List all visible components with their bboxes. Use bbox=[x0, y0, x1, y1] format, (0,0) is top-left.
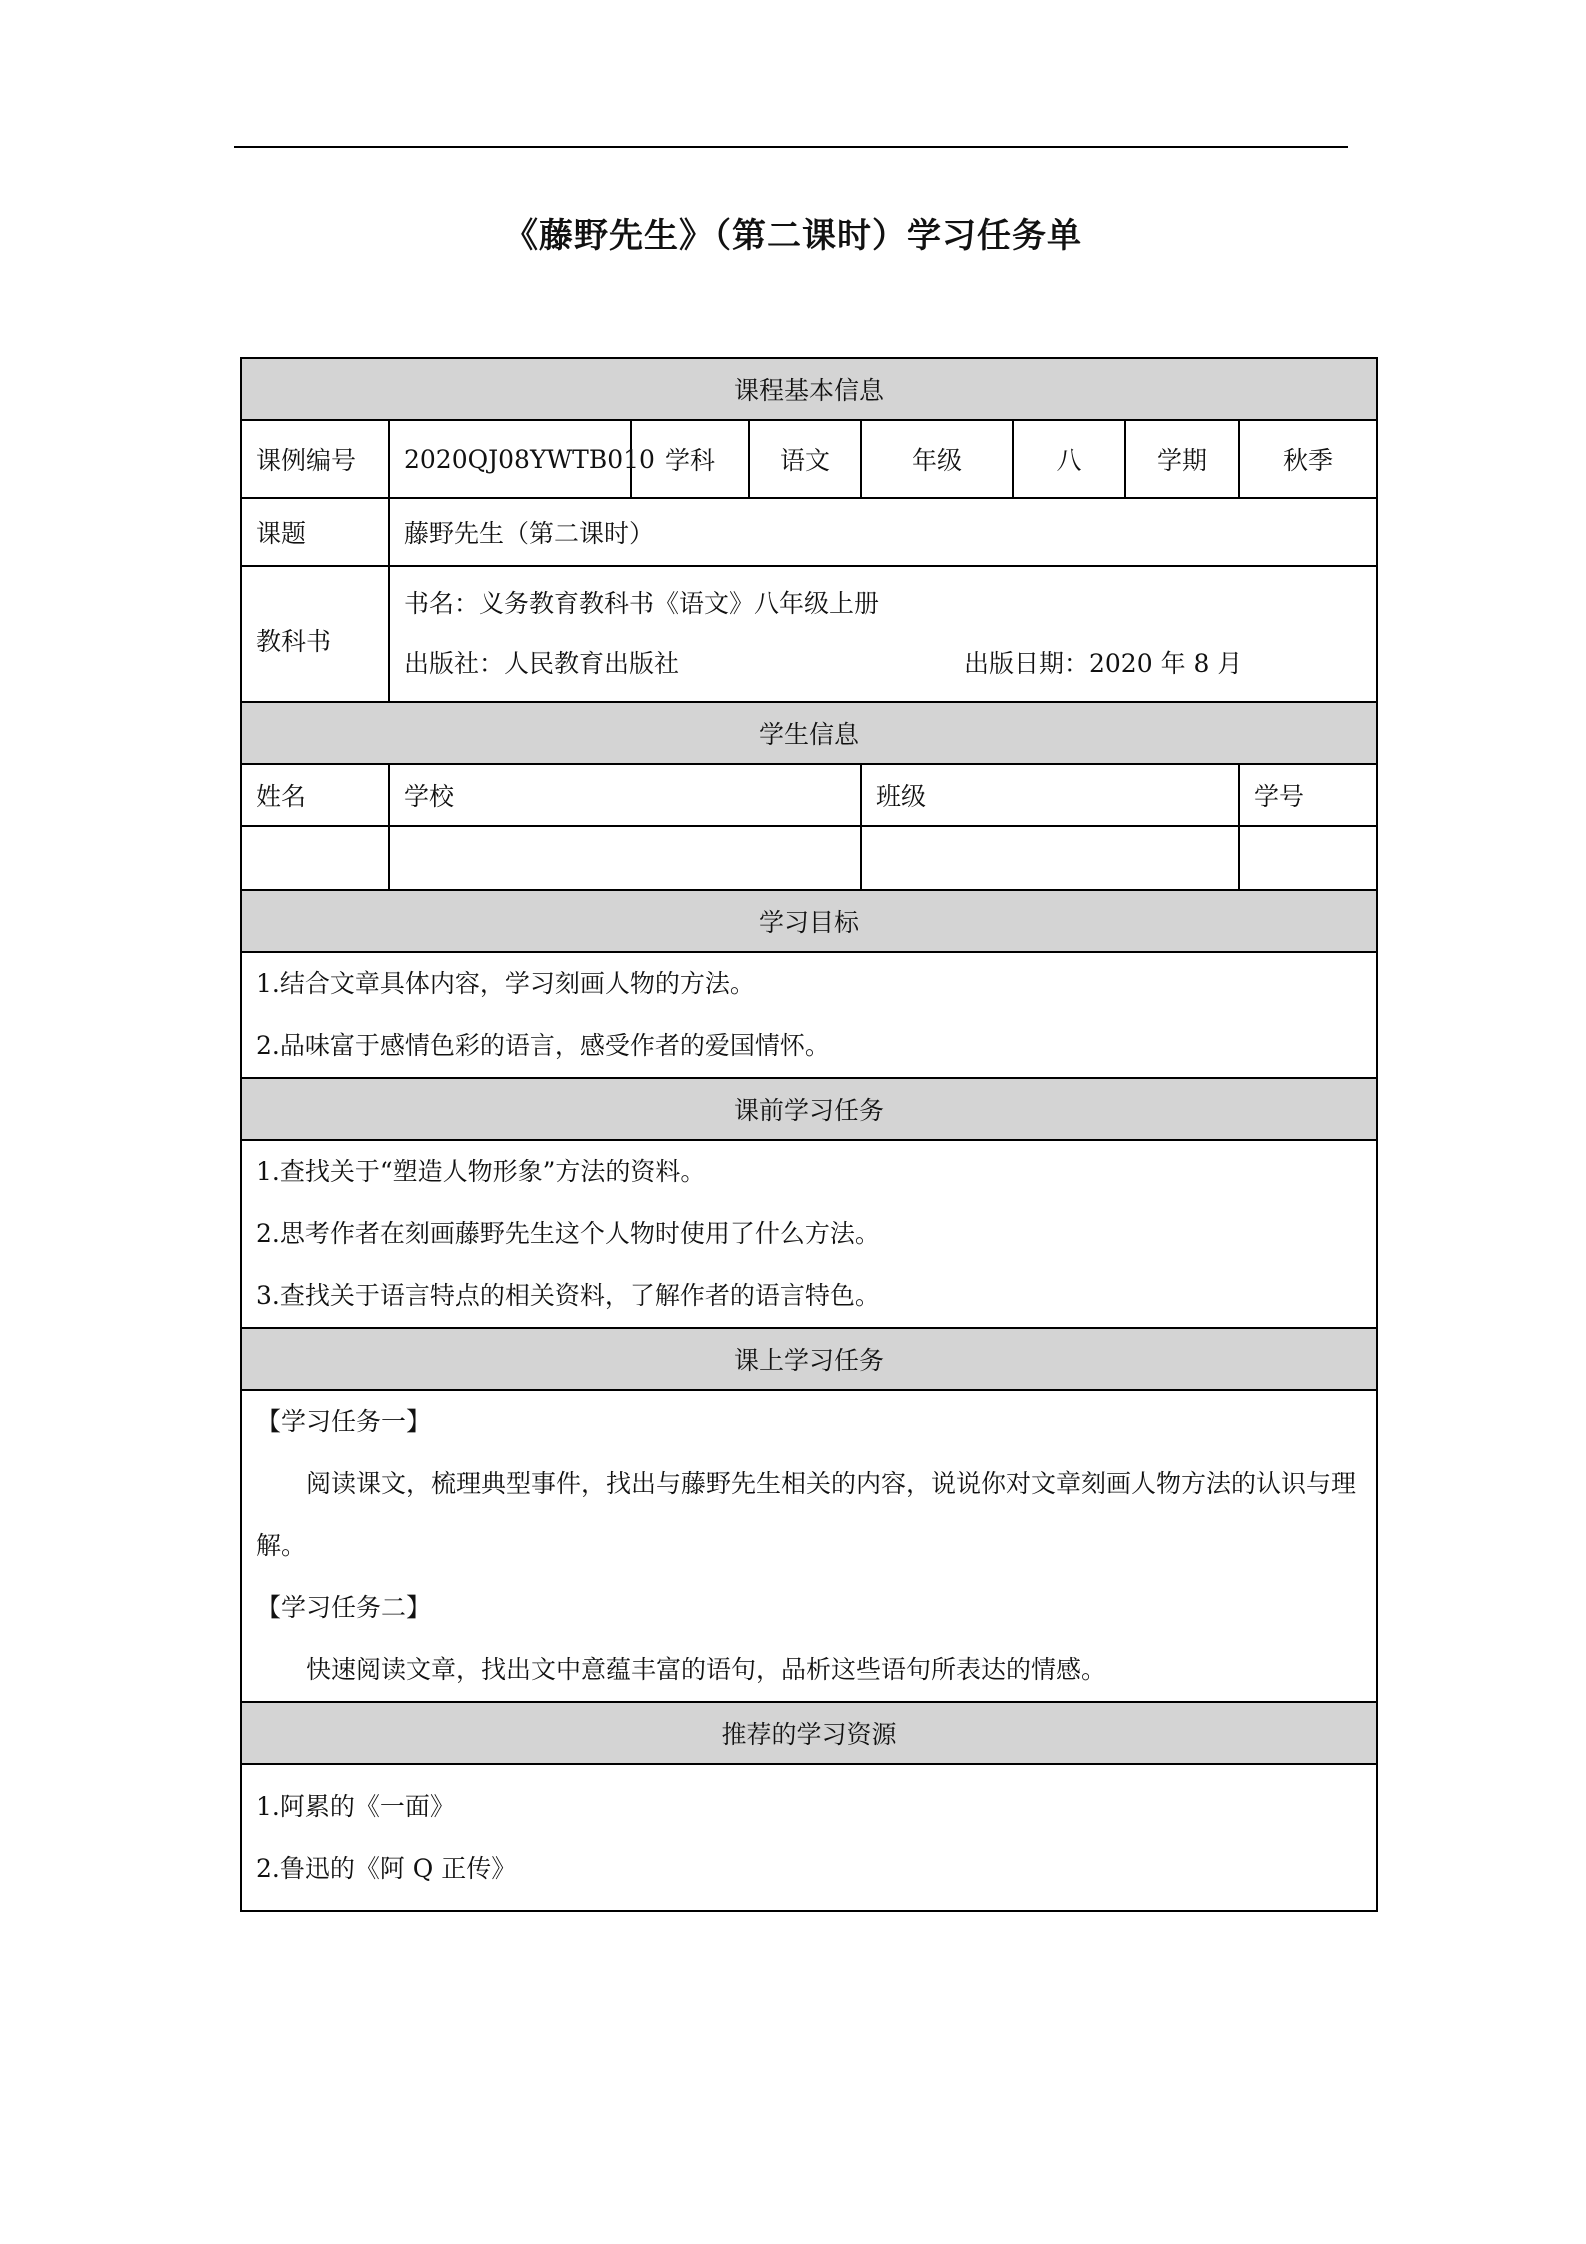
task-two-title: 【学习任务二】 bbox=[256, 1593, 432, 1622]
class-field[interactable] bbox=[861, 826, 1239, 890]
in-class-tasks bbox=[241, 1390, 1377, 1702]
resource-item: 2.鲁迅的《阿 Q 正传》 bbox=[256, 1853, 517, 1883]
task-two-body: 快速阅读文章，找出文中意蕴丰富的语句，品析这些语句所表达的情感。 bbox=[306, 1655, 1107, 1684]
term-value: 秋季 bbox=[1239, 420, 1377, 498]
school-label: 学校 bbox=[389, 764, 861, 826]
recommended-resources bbox=[241, 1764, 1377, 1911]
school-field[interactable] bbox=[389, 826, 861, 890]
subject-label: 学科 bbox=[631, 420, 749, 498]
section-resources: 推荐的学习资源 bbox=[241, 1702, 1377, 1764]
class-label: 班级 bbox=[861, 764, 1239, 826]
pre-task-item: 2.思考作者在刻画藤野先生这个人物时使用了什么方法。 bbox=[256, 1219, 880, 1248]
textbook-label: 教科书 bbox=[241, 566, 389, 702]
topic-value: 藤野先生（第二课时） bbox=[389, 498, 1377, 566]
pre-class-tasks bbox=[241, 1140, 1377, 1328]
header-rule bbox=[234, 146, 1348, 148]
case-number-value: 2020QJ08YWTB010 bbox=[389, 420, 631, 498]
case-number-label: 课例编号 bbox=[241, 420, 389, 498]
book-name: 书名：义务教育教科书《语文》八年级上册 bbox=[404, 589, 880, 618]
term-label: 学期 bbox=[1125, 420, 1239, 498]
task-one-body: 阅读课文，梳理典型事件，找出与藤野先生相关的内容，说说你对文章刻画人物方法的认识与理解。 bbox=[256, 1469, 1357, 1560]
section-pre-class-tasks: 课前学习任务 bbox=[241, 1078, 1377, 1140]
learning-goals bbox=[241, 952, 1377, 1078]
resource-item: 1.阿累的《一面》 bbox=[256, 1791, 455, 1821]
student-name-label: 姓名 bbox=[241, 764, 389, 826]
student-id-label: 学号 bbox=[1239, 764, 1377, 826]
publisher: 出版社：人民教育出版社 bbox=[404, 649, 680, 678]
pre-task-item: 1.查找关于“塑造人物形象”方法的资料。 bbox=[256, 1157, 706, 1186]
grade-label: 年级 bbox=[861, 420, 1013, 498]
section-student-info: 学生信息 bbox=[241, 702, 1377, 764]
student-id-field[interactable] bbox=[1239, 826, 1377, 890]
grade-value: 八 bbox=[1013, 420, 1125, 498]
pre-task-item: 3.查找关于语言特点的相关资料，了解作者的语言特色。 bbox=[256, 1281, 880, 1310]
section-learning-goals: 学习目标 bbox=[241, 890, 1377, 952]
publication-date: 出版日期：2020 年 8 月 bbox=[964, 649, 1243, 678]
task-sheet-table bbox=[240, 357, 1378, 1912]
document-title: 《藤野先生》（第二课时）学习任务单 bbox=[504, 216, 1082, 256]
topic-label: 课题 bbox=[241, 498, 389, 566]
goal-item: 2.品味富于感情色彩的语言，感受作者的爱国情怀。 bbox=[256, 1031, 830, 1060]
textbook-info bbox=[389, 566, 1377, 702]
subject-value: 语文 bbox=[749, 420, 861, 498]
section-basic-info: 课程基本信息 bbox=[241, 358, 1377, 420]
student-name-field[interactable] bbox=[241, 826, 389, 890]
section-in-class-tasks: 课上学习任务 bbox=[241, 1328, 1377, 1390]
task-one-title: 【学习任务一】 bbox=[256, 1407, 432, 1436]
goal-item: 1.结合文章具体内容，学习刻画人物的方法。 bbox=[256, 969, 755, 998]
